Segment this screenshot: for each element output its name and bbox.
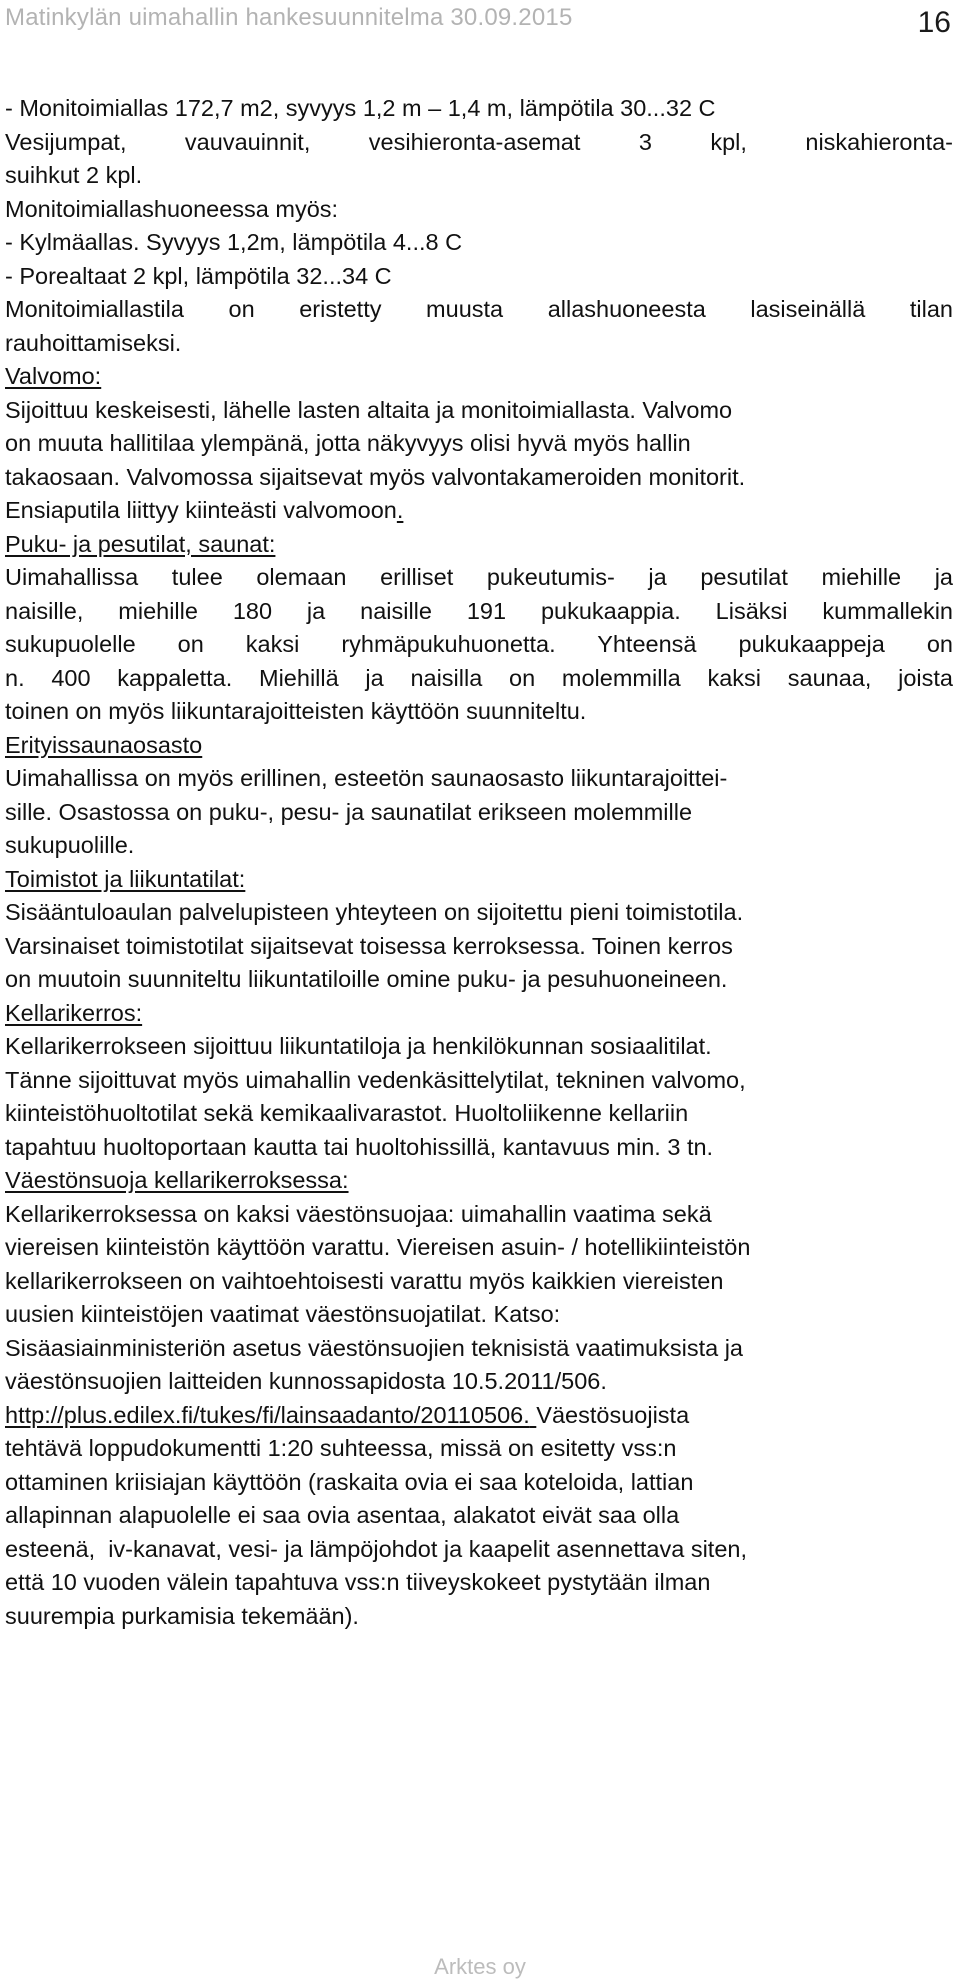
paragraph-line: suurempia purkamisia tekemään). xyxy=(5,1602,359,1629)
paragraph-line: on muutoin suunniteltu liikuntatiloille omine puku- ja pesuhuoneineen. xyxy=(5,966,728,992)
paragraph-line: Sisääntuloaulan palvelupisteen yhteyteen on sijoitettu pieni toimistotila. xyxy=(5,899,744,925)
paragraph-line: allapinnan alapuolelle ei saa ovia asentaa, alakatot eivät saa olla xyxy=(5,1502,680,1528)
paragraph-line: takaosaan. Valvomossa sijaitsevat myös valvontakameroiden monitorit. xyxy=(5,463,746,490)
page-number: 16 xyxy=(917,6,951,39)
paragraph-line: toinen on myös liikuntarajoitteisten käyttöön suunniteltu. xyxy=(5,698,587,724)
paragraph-line: Väestösuojista xyxy=(536,1401,690,1428)
paragraph-line: Sisäasiainministeriön asetus väestönsuojien teknisistä vaatimuksista ja xyxy=(5,1334,744,1361)
paragraph-line: on muuta hallitilaa ylempänä, jotta näkyvyys olisi hyvä myös hallin xyxy=(5,430,691,456)
pool-line: - Kylmäallas. Syvyys 1,2m, lämpötila 4...8 C xyxy=(5,229,463,255)
pool-line: Monitoimiallastila on eristetty muusta allashuoneesta lasiseinällä tilan xyxy=(5,296,953,322)
section-heading: Kellarikerros: xyxy=(5,999,143,1026)
paragraph-line: tehtävä loppudokumentti 1:20 suhteessa, missä on esitetty vss:n xyxy=(5,1435,677,1461)
pool-line: suihkut 2 kpl. xyxy=(5,162,143,188)
section-heading: Väestönsuoja kellarikerroksessa: xyxy=(5,1167,349,1193)
paragraph-line: viereisen kiinteistön käyttöön varattu. Viereisen asuin- / hotellikiinteistön xyxy=(5,1234,751,1260)
paragraph-line: n. 400 kappaletta. Miehillä ja naisilla on molemmilla kaksi saunaa, joista xyxy=(5,664,953,691)
toimistot-section xyxy=(5,863,953,997)
paragraph-period: . xyxy=(396,497,404,523)
section-heading: Puku- ja pesutilat, saunat: xyxy=(5,530,276,557)
vss-section xyxy=(5,1164,953,1633)
valvomo-section xyxy=(5,360,953,528)
page-footer: Arktes oy xyxy=(434,1954,526,1979)
paragraph-line: sukupuolelle on kaksi ryhmäpukuhuonetta. Yhteensä pukukaappeja on xyxy=(5,631,953,657)
paragraph-line: Varsinaiset toimistotilat sijaitsevat toisessa kerroksessa. Toinen kerros xyxy=(5,932,733,959)
paragraph-line: Kellarikerrokseen sijoittuu liikuntatiloja ja henkilökunnan sosiaalitilat. xyxy=(5,1033,712,1059)
erityis-section xyxy=(5,729,953,863)
puku-section xyxy=(5,528,953,729)
paragraph-line: Kellarikerroksessa on kaksi väestönsuojaa: uimahallin vaatima sekä xyxy=(5,1200,712,1227)
paragraph-line: kiinteistöhuoltotilat sekä kemikaalivarastot. Huoltoliikenne kellariin xyxy=(5,1100,689,1126)
paragraph-line: sille. Osastossa on puku-, pesu- ja saunatilat erikseen molemmille xyxy=(5,798,693,825)
pool-line: - Monitoimiallas 172,7 m2, syvyys 1,2 m – 1,4 m, lämpötila 30...32 C xyxy=(5,95,716,121)
paragraph-line: esteenä, iv-kanavat, vesi- ja lämpöjohdot ja kaapelit asennettava siten, xyxy=(5,1535,747,1562)
pool-line: Monitoimiallashuoneessa myös: xyxy=(5,195,339,222)
paragraph-line: Sijoittuu keskeisesti, lähelle lasten altaita ja monitoimiallasta. Valvomo xyxy=(5,396,733,423)
paragraph-line: Uimahallissa tulee olemaan erilliset pukeutumis- ja pesutilat miehille ja xyxy=(5,564,953,590)
page-header xyxy=(5,4,955,48)
paragraph-line: Uimahallissa on myös erillinen, esteetön saunaosasto liikuntarajoittei- xyxy=(5,765,728,791)
pool-line: rauhoittamiseksi. xyxy=(5,329,182,356)
pool-line: Vesijumpat, vauvauinnit, vesihieronta-asemat 3 kpl, niskahieronta- xyxy=(5,128,953,155)
document-title: Matinkylän uimahallin hankesuunnitelma 30.09.2015 xyxy=(5,4,573,31)
paragraph-line: kellarikerrokseen on vaihtoehtoisesti varattu myös kaikkien viereisten xyxy=(5,1267,724,1294)
paragraph-line: uusien kiinteistöjen vaatimat väestönsuojatilat. Katso: xyxy=(5,1301,561,1327)
section-heading: Valvomo: xyxy=(5,363,102,389)
kellari-section xyxy=(5,997,953,1165)
section-heading: Toimistot ja liikuntatilat: xyxy=(5,865,246,892)
paragraph-line: sukupuolille. xyxy=(5,832,135,858)
pool-line: - Porealtaat 2 kpl, lämpötila 32...34 C xyxy=(5,262,392,289)
paragraph-line: Tänne sijoittuvat myös uimahallin vedenkäsittelytilat, tekninen valvomo, xyxy=(5,1066,746,1093)
paragraph-line: tapahtuu huoltoportaan kautta tai huoltohissillä, kantavuus min. 3 tn. xyxy=(5,1133,714,1160)
paragraph-line: väestönsuojien laitteiden kunnossapidosta 10.5.2011/506. xyxy=(5,1368,607,1394)
paragraph-line: naisille, miehille 180 ja naisille 191 pukukaappia. Lisäksi kummallekin xyxy=(5,597,953,624)
paragraph-line: ottaminen kriisiajan käyttöön (raskaita ovia ei saa koteloida, lattian xyxy=(5,1468,694,1495)
paragraph-line: Ensiaputila liittyy kiinteästi valvomoon xyxy=(5,497,397,523)
section-heading: Erityissaunaosasto xyxy=(5,731,203,758)
pool-section xyxy=(5,92,953,360)
edilex-link[interactable]: http://plus.edilex.fi/tukes/fi/lainsaadanto/20110506. xyxy=(5,1401,530,1428)
document-body xyxy=(5,92,953,1633)
paragraph-line: että 10 vuoden välein tapahtuva vss:n tiiveyskokeet pystytään ilman xyxy=(5,1569,711,1595)
